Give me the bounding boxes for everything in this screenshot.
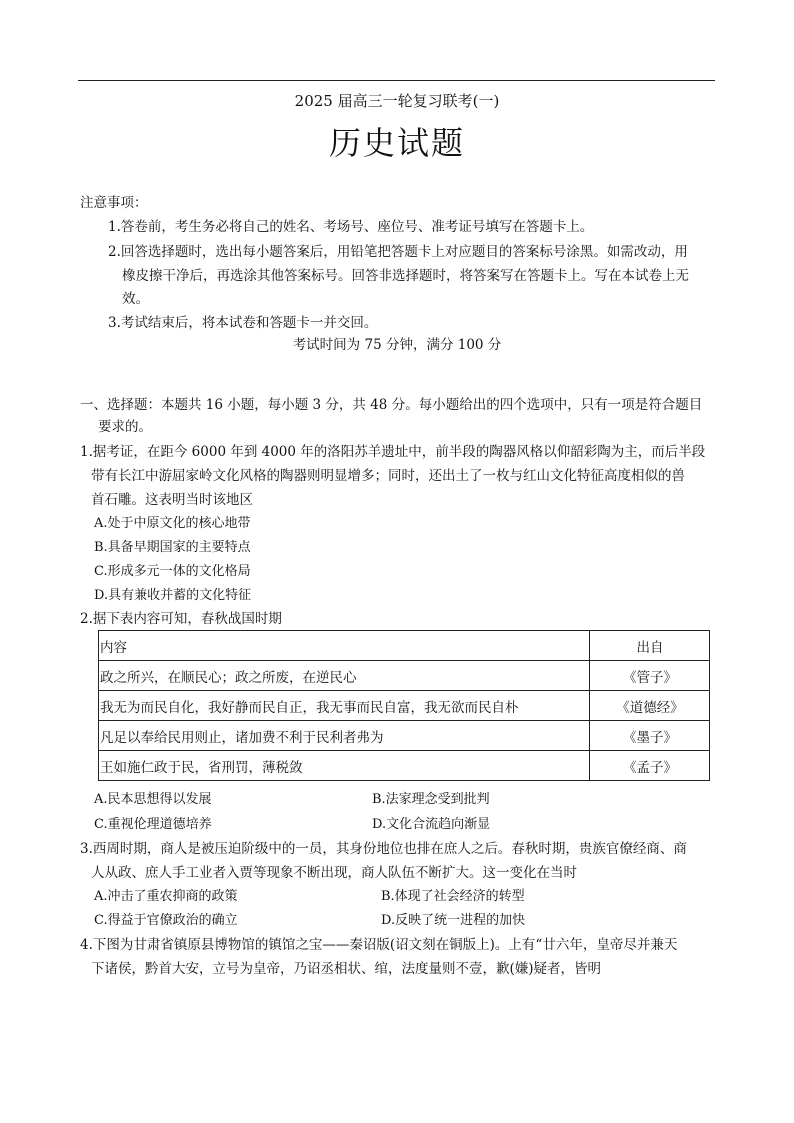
q1-stem-line-2: 带有长江中游屈家岭文化风格的陶器则明显增多；同时，还出土了一枚与红山文化特征高度相似的兽	[91, 468, 685, 484]
q3-option-b: B.体现了社会经济的转型	[381, 889, 525, 904]
table-row	[99, 661, 710, 691]
table-cell-content: 我无为而民自化，我好静而民自正，我无事而民自富，我无欲而民自朴	[99, 691, 590, 721]
q4-stem-line-2: 下诸侯，黔首大安，立号为皇帝，乃诏丞相状、绾，法度量则不壹，歉(嫌)疑者，皆明	[91, 961, 602, 977]
q1-option-a: A.处于中原文化的核心地带	[94, 516, 251, 531]
q3-option-a: A.冲击了重农抑商的政策	[94, 889, 238, 904]
q1-stem-line-3: 首石雕。这表明当时该地区	[91, 492, 253, 508]
table-cell-content: 政之所兴，在顺民心；政之所废，在逆民心	[99, 661, 590, 691]
notes-heading: 注意事项：	[80, 195, 148, 211]
q1-stem-line-1: 1.据考证，在距今 6000 年到 4000 年的洛阳苏羊遗址中，前半段的陶器风格以仰韶彩陶为主，而后半段	[80, 444, 706, 460]
page-title: 历史试题	[328, 124, 465, 162]
table-header-source: 出自	[590, 631, 710, 661]
table-cell-content: 凡足以奉给民用则止，诸加费不利于民利者弗为	[99, 721, 590, 751]
q2-option-c: C.重视伦理道德培养	[94, 817, 212, 832]
q2-source-table	[98, 630, 710, 781]
q1-option-b: B.具备早期国家的主要特点	[94, 540, 251, 555]
exam-subtitle: 2025 届高三一轮复习联考(一)	[294, 92, 500, 110]
header-rule	[78, 80, 715, 81]
table-cell-source: 《墨子》	[590, 721, 710, 751]
q3-option-d: D.反映了统一进程的加快	[381, 913, 526, 928]
note-item-1: 1.答卷前，考生务必将自己的姓名、考场号、座位号、准考证号填写在答题卡上。	[108, 219, 594, 235]
q2-stem: 2.据下表内容可知，春秋战国时期	[80, 611, 282, 627]
q3-stem-line-2: 人从政、庶人手工业者入贾等现象不断出现，商人队伍不断扩大。这一变化在当时	[91, 865, 577, 881]
table-row	[99, 691, 710, 721]
table-row	[99, 751, 710, 781]
table-row	[99, 721, 710, 751]
table-cell-content: 王如施仁政于民，省刑罚，薄税敛	[99, 751, 590, 781]
note-item-2-line-3: 效。	[122, 291, 149, 307]
q3-option-c: C.得益于官僚政治的确立	[94, 913, 238, 928]
section-heading-line-1: 一、选择题：本题共 16 小题，每小题 3 分，共 48 分。每小题给出的四个选项中，只有一项是符合题目	[80, 397, 703, 413]
note-item-3: 3.考试结束后，将本试卷和答题卡一并交回。	[108, 315, 378, 331]
table-header-content: 内容	[99, 631, 590, 661]
q2-option-a: A.民本思想得以发展	[94, 792, 212, 807]
note-item-2-line-1: 2.回答选择题时，选出每小题答案后，用铅笔把答题卡上对应题目的答案标号涂黑。如需改动，用	[108, 244, 688, 260]
section-heading-line-2: 要求的。	[98, 419, 152, 435]
note-item-2-line-2: 橡皮擦干净后，再选涂其他答案标号。回答非选择题时，将答案写在答题卡上。写在本试卷上无	[122, 268, 689, 284]
q3-stem-line-1: 3.西周时期，商人是被压迫阶级中的一员，其身份地位也排在庶人之后。春秋时期，贵族官僚经商、商	[80, 841, 687, 857]
table-cell-source: 《管子》	[590, 661, 710, 691]
table-cell-source: 《道德经》	[590, 691, 710, 721]
q2-option-d: D.文化合流趋向渐显	[372, 817, 491, 832]
q4-stem-line-1: 4.下图为甘肃省镇原县博物馆的镇馆之宝——秦诏版(诏文刻在铜版上)。上有“廿六年，皇帝尽并兼天	[80, 937, 678, 953]
table-cell-source: 《孟子》	[590, 751, 710, 781]
q1-option-c: C.形成多元一体的文化格局	[94, 564, 251, 579]
exam-time-info: 考试时间为 75 分钟，满分 100 分	[292, 337, 502, 353]
table-header-row	[99, 631, 710, 661]
q1-option-d: D.具有兼收并蓄的文化特征	[94, 588, 252, 603]
q2-option-b: B.法家理念受到批判	[372, 792, 490, 807]
